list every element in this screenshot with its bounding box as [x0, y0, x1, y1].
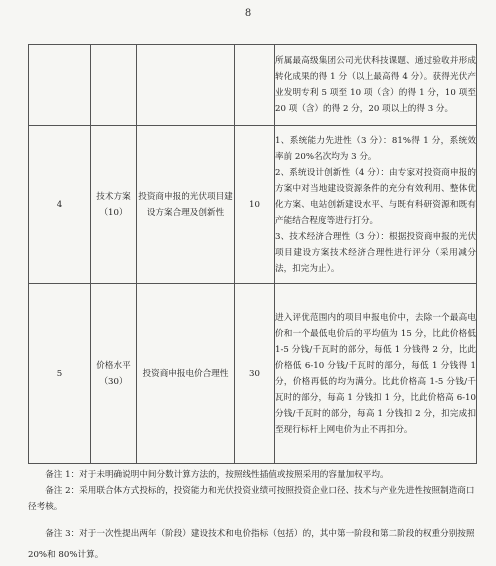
- row-content: [137, 45, 235, 126]
- row-item: 价格水平（30）: [91, 284, 137, 464]
- table-row: [29, 45, 477, 126]
- row-content: 投资商申报的光伏项目建设方案合理及创新性: [137, 126, 235, 284]
- row-criteria: [275, 284, 477, 464]
- criteria-paragraph: 3、技术经济合理性（3 分）：根据投资商申报的光伏项目建设方案技术经济合理性进行评分（采用减分法，扣完为止）。: [275, 231, 476, 274]
- row-score: 10: [235, 126, 275, 284]
- row-score: [235, 45, 275, 126]
- row-number: [29, 45, 91, 126]
- criteria-paragraph: 所属最高级集团公司光伏科技课题、通过验收并形成转化成果的得 1 分（以上最高得 4 分）。获得光伏产业发明专利 5 项至 10 项（含）的得 1 分，10 项至 20 项（含）的得 2 分，20 项以上的得 3 分。: [275, 56, 476, 114]
- row-number: 4: [29, 126, 91, 284]
- row-content: 投资商申报电价合理性: [137, 284, 235, 464]
- row-number: 5: [29, 284, 91, 464]
- note-2: 备注 2：采用联合体方式投标的，投资能力和光伏投资业绩可按照投资企业口径、技术与产业先进性按照制造商口径考核。: [28, 486, 475, 512]
- scoring-table: [28, 44, 477, 464]
- row-score: 30: [235, 284, 275, 464]
- note-1: 备注 1：对于未明确说明中间分数计算方法的，按照线性插值或按照采用的容量加权平均。: [45, 470, 389, 480]
- row-item: [91, 45, 137, 126]
- criteria-paragraph: 2、系统设计创新性（4 分）：由专家对投资商申报的方案中对当地建设资源条件的充分有效利用、整体优化方案、电站创新建设水平、与既有科研资源和既有产能结合程度等进行打分。: [275, 167, 476, 226]
- page-number: 8: [244, 8, 252, 19]
- criteria-paragraph: 进入评优范围内的项目申报电价中，去除一个最高电价和一个最低电价后的平均值为 15 分，比此价格低 1-5 分钱/千瓦时的部分，每低 1 分钱得 2 分，比此价格低 6-10 分钱/千瓦时的部分，每低 1 分钱得 1 分，价格再低的均为满分。比此价格高 1-5 分钱/千瓦时的部分，每高 1 分钱扣 1 分，比此价格高 6-10 分钱/千瓦时的部分，每高 1 分钱扣 2 分，扣完成扣至现行标杆上网电价为止不再扣分。: [275, 312, 476, 435]
- table-row: [29, 284, 477, 464]
- note-3: 备注 3：对于一次性提出两年（阶段）建设技术和电价指标（包括）的，其中第一阶段和第二阶段的权重分别按照 20%和 80%计算。: [28, 529, 475, 560]
- criteria-paragraph: 1、系统能力先进性（3 分）：81%得 1 分，系统效率前 20%名次均为 3 分。: [275, 135, 476, 162]
- row-criteria: [275, 126, 477, 284]
- notes-section: [28, 467, 476, 566]
- row-criteria: [275, 45, 477, 126]
- row-item: 技术方案（10）: [91, 126, 137, 284]
- table-row: [29, 126, 477, 284]
